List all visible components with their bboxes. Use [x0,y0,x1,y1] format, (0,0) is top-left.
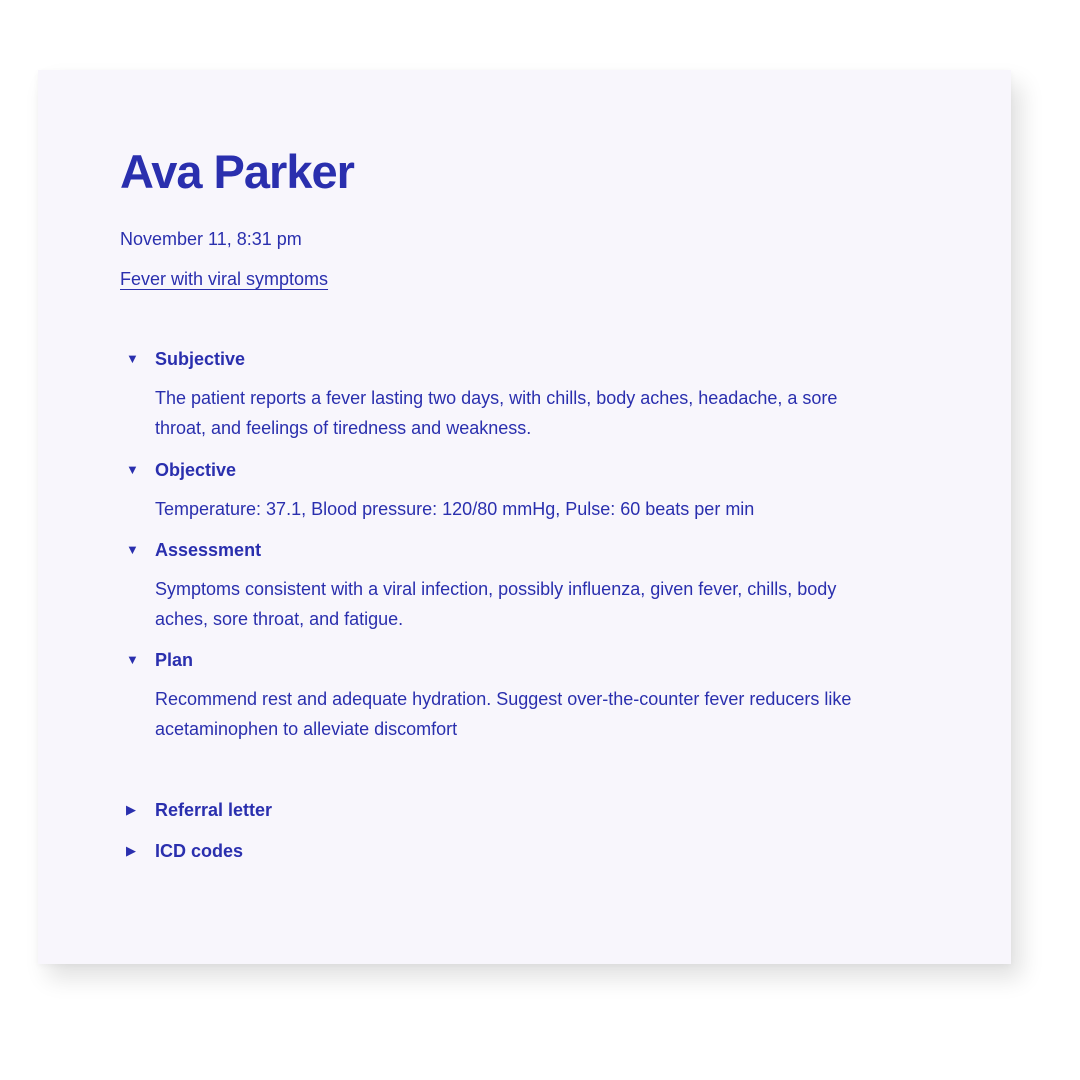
section-body: Recommend rest and adequate hydration. Suggest over-the-counter fever reducers like acetaminophen to alleviate discomfort [155,689,852,739]
section-title: Assessment [155,540,262,560]
section-plan [126,648,886,744]
note-timestamp: November 11, 8:31 pm [120,229,302,249]
section-title: Plan [155,650,194,670]
section-objective-toggle[interactable] [126,458,886,482]
section-subjective-toggle[interactable] [126,347,886,371]
section-title: Subjective [155,349,246,369]
triangle-right-icon: ▶ [126,802,136,817]
section-body: Symptoms consistent with a viral infection, possibly influenza, given fever, chills, body aches, sore throat, and fatigue. [155,579,837,629]
triangle-down-icon: ▼ [126,351,139,366]
section-title: Referral letter [155,800,273,820]
section-assessment [126,538,886,634]
section-title: ICD codes [155,841,244,861]
section-objective [126,458,886,524]
triangle-down-icon: ▼ [126,462,139,477]
triangle-down-icon: ▼ [126,652,139,667]
section-title: Objective [155,460,237,480]
visit-reason-link[interactable]: Fever with viral symptoms [120,269,329,289]
section-assessment-toggle[interactable] [126,538,886,562]
triangle-down-icon: ▼ [126,542,139,557]
section-icd-codes-toggle[interactable] [126,839,886,863]
section-referral-letter [126,798,886,822]
note-card [38,70,1011,964]
section-plan-toggle[interactable] [126,648,886,672]
section-body: The patient reports a fever lasting two days, with chills, body aches, headache, a sore throat, and feelings of tiredness and weakness. [155,388,838,438]
section-icd-codes [126,839,886,863]
triangle-right-icon: ▶ [126,843,136,858]
patient-name: Ava Parker [120,145,354,198]
section-referral-letter-toggle[interactable] [126,798,886,822]
section-subjective [126,347,886,443]
section-body: Temperature: 37.1, Blood pressure: 120/80 mmHg, Pulse: 60 beats per min [155,499,755,519]
